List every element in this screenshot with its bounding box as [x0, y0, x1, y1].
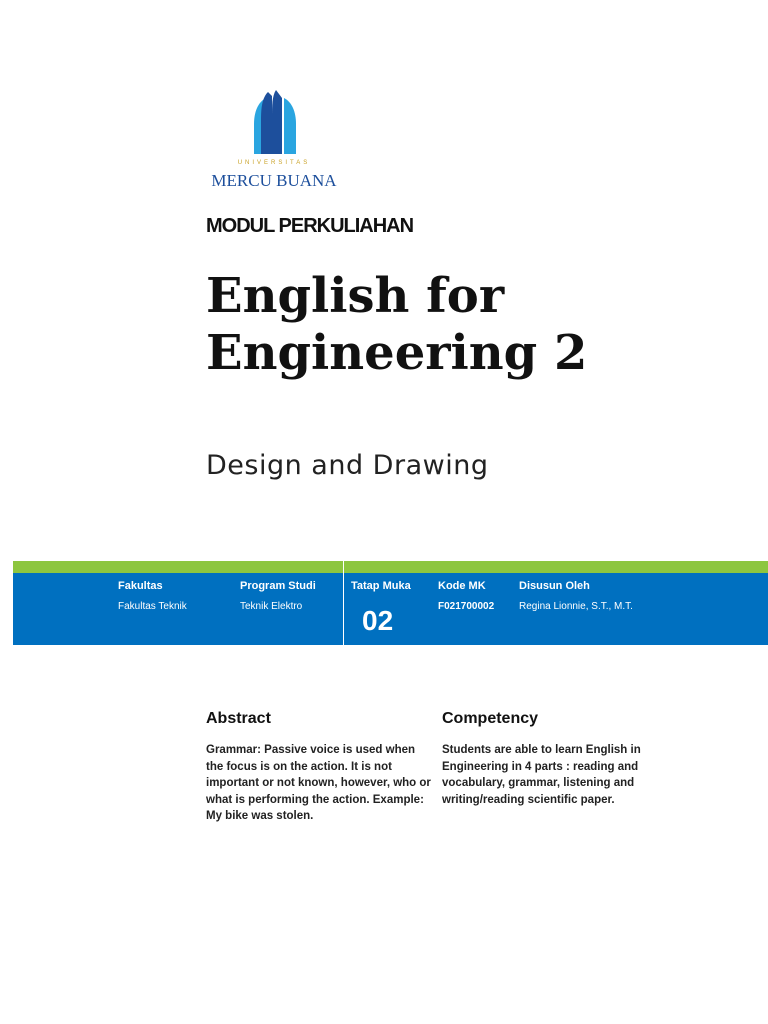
abstract-body: Grammar: Passive voice is used when the focus is on the action. It is not important or not known, however, who or what is performing the action. Example: My bike was stolen. — [206, 744, 431, 822]
kode-mk-label: Kode MK — [438, 580, 486, 592]
logo-small-text: UNIVERSITAS — [237, 160, 311, 166]
competency-heading: Competency — [442, 710, 539, 727]
logo-mark-icon — [206, 88, 342, 164]
document-title — [206, 268, 706, 382]
tatap-muka-value: 02 — [362, 605, 394, 636]
disusun-oleh-label: Disusun Oleh — [519, 580, 590, 592]
info-band-green — [13, 561, 768, 573]
document-subtitle: Design and Drawing — [206, 450, 489, 481]
prodi-label: Program Studi — [240, 580, 316, 592]
prodi-value: Teknik Elektro — [240, 601, 303, 612]
info-band-separator — [343, 561, 344, 645]
fakultas-value: Fakultas Teknik — [118, 601, 187, 612]
abstract-heading: Abstract — [206, 710, 271, 727]
university-logo — [206, 88, 346, 196]
kode-mk-value: F021700002 — [438, 601, 495, 612]
disusun-oleh-value: Regina Lionnie, S.T., M.T. — [519, 601, 633, 612]
logo-name: MERCU BUANA — [211, 171, 337, 190]
modul-label: MODUL PERKULIAHAN — [206, 215, 414, 237]
fakultas-label: Fakultas — [118, 580, 163, 592]
title-line-2: Engineering 2 — [206, 325, 588, 381]
title-line-1: English for — [206, 268, 505, 324]
tatap-muka-label: Tatap Muka — [351, 580, 411, 592]
competency-body: Students are able to learn English in Engineering in 4 parts : reading and vocabulary, grammar, listening and writing/reading scientific paper. — [442, 744, 641, 806]
